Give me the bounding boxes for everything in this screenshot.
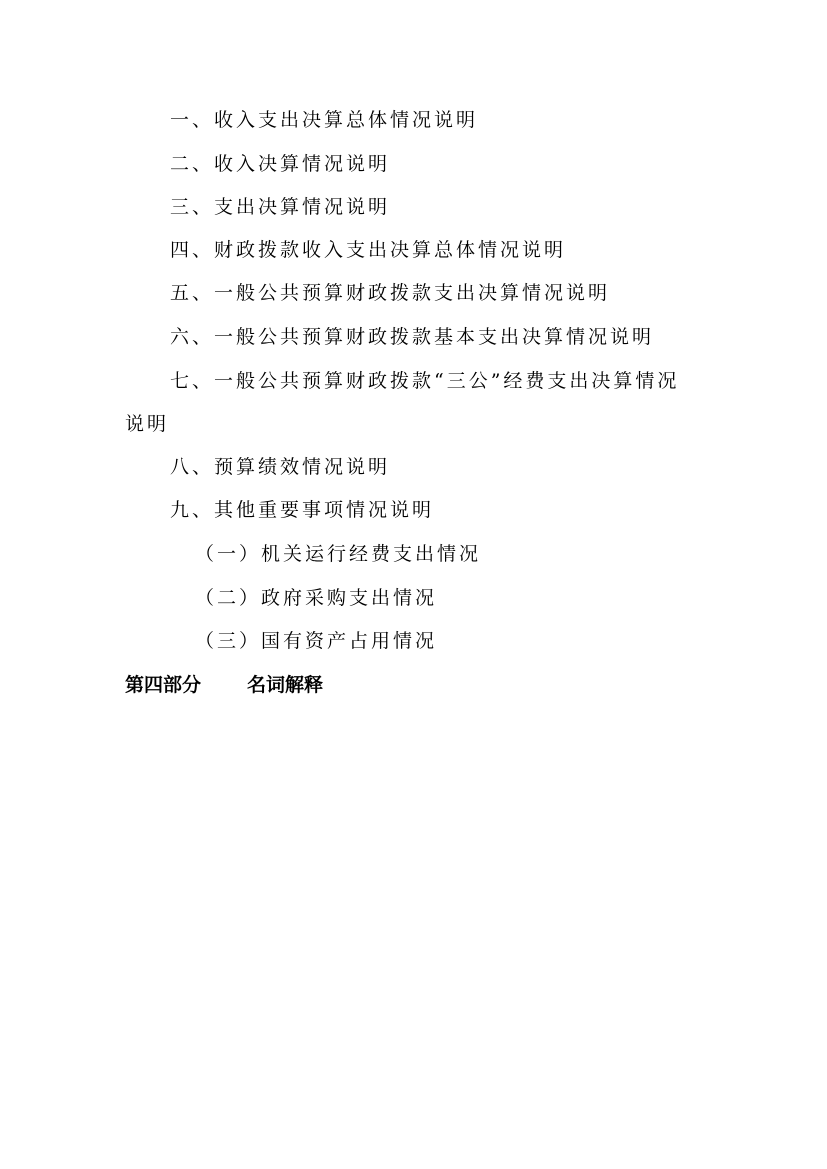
toc-item-8: 八、预算绩效情况说明 (170, 456, 391, 478)
toc-item-7-line-1: 七、一般公共预算财政拨款“三公”经费支出决算情况 (170, 370, 680, 392)
toc-item-2: 二、收入决算情况说明 (170, 153, 391, 175)
toc-item-9: 九、其他重要事项情况说明 (170, 499, 435, 521)
part-four-title: 名词解释 (247, 674, 324, 696)
toc-item-7-line-2: 说明 (125, 413, 170, 435)
toc-item-4: 四、财政拨款收入支出决算总体情况说明 (170, 239, 567, 261)
toc-item-3: 三、支出决算情况说明 (170, 196, 391, 218)
toc-subitem-3: （三）国有资产占用情况 (195, 630, 438, 652)
toc-item-6: 六、一般公共预算财政拨款基本支出决算情况说明 (170, 326, 655, 348)
toc-subitem-2: （二）政府采购支出情况 (195, 587, 438, 609)
toc-item-1: 一、收入支出决算总体情况说明 (170, 109, 479, 131)
toc-item-5: 五、一般公共预算财政拨款支出决算情况说明 (170, 282, 611, 304)
toc-subitem-1: （一）机关运行经费支出情况 (195, 543, 482, 565)
part-four-heading (125, 673, 323, 697)
part-four-label: 第四部分 (125, 674, 202, 696)
